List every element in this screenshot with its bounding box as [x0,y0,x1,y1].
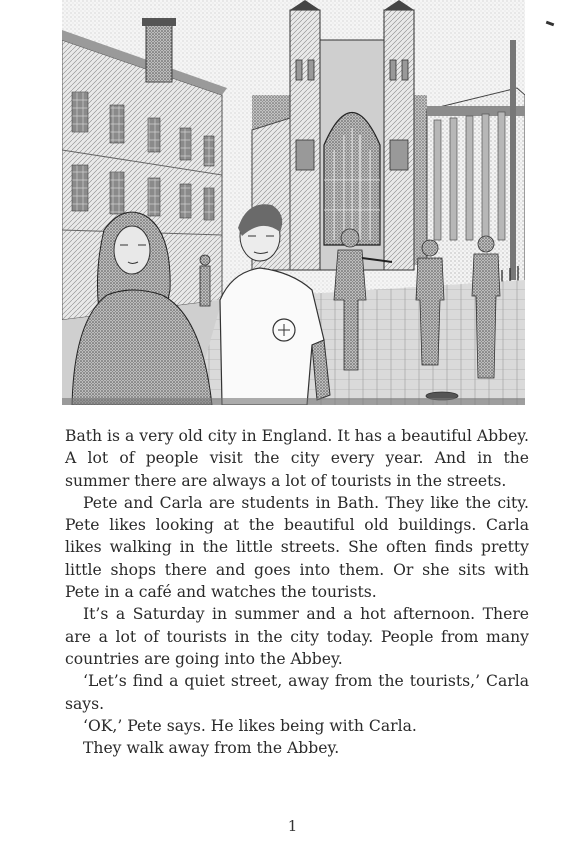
story-paragraph: They walk away from the Abbey. [83,739,340,758]
abbey-street-scene [62,0,525,405]
page-number: 1 [287,817,298,835]
story-paragraph: Bath is a very old city in England. It has a beautiful Abbey. A lot of people visit the city every year. And in the summer there are always a lot of tourists in the streets. [65,427,529,490]
story-paragraph: ‘Let’s find a quiet street, away from the tourists,’ Carla says. [65,672,529,713]
story-paragraph: ‘OK,’ Pete says. He likes being with Carla. [83,716,417,735]
story-text [65,425,529,759]
abbey-illustration [62,0,525,405]
scan-speck [546,21,555,27]
story-paragraph: Pete and Carla are students in Bath. They like the city. Pete likes looking at the beautiful old buildings. Carla likes walking in the little streets. She often finds pretty little shops there and goes into them. Or she sits with Pete in a café and watches the tourists. [65,493,529,602]
story-paragraph: It’s a Saturday in summer and a hot afternoon. There are a lot of tourists in the city today. People from many countries are going into the Abbey. [65,605,529,668]
